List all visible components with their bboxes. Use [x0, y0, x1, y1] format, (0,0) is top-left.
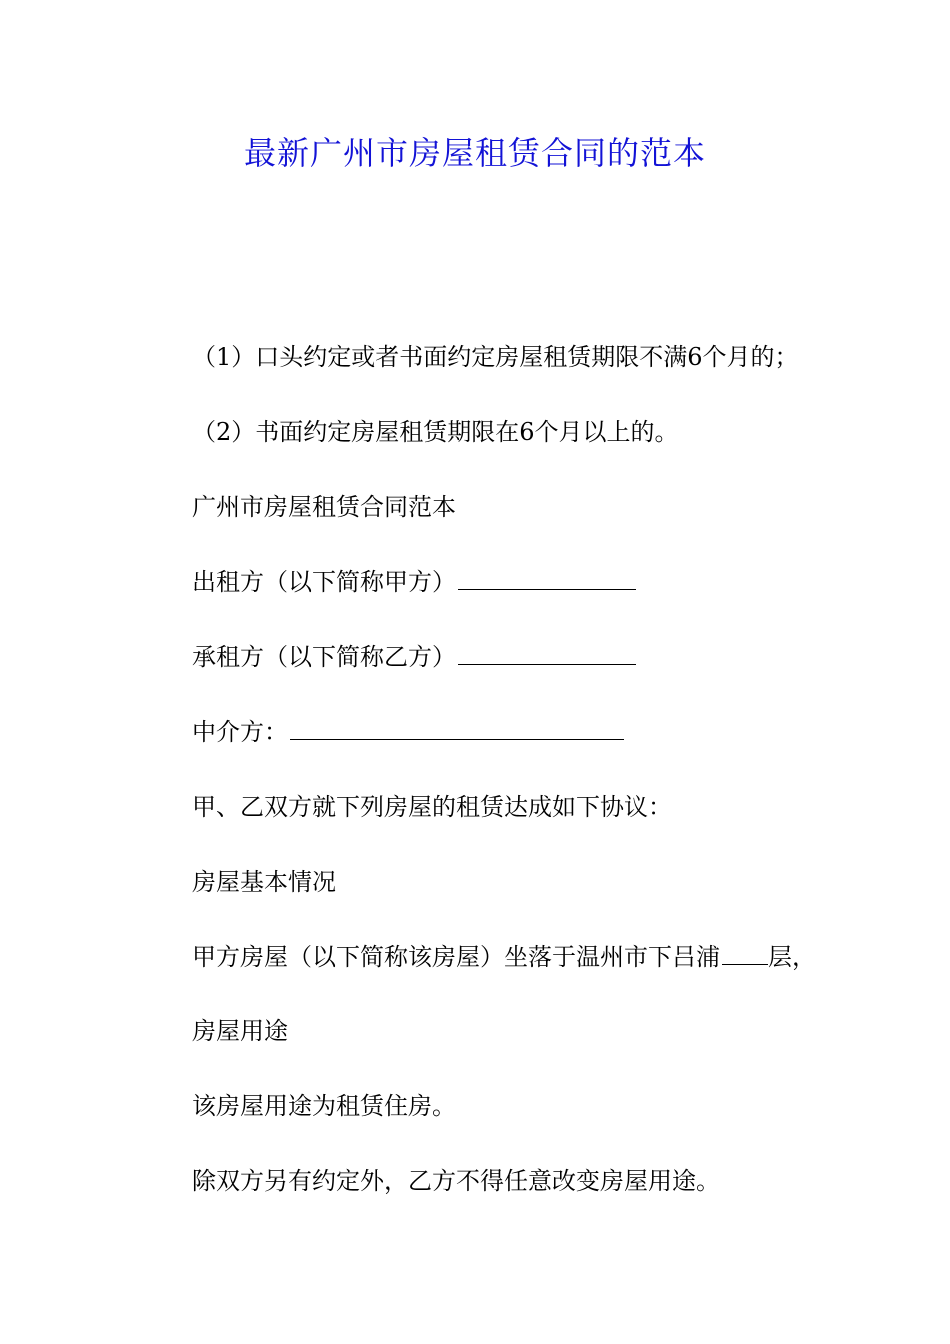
- paragraph-term-under-6-months: [192, 340, 832, 374]
- floor-blank-field[interactable]: [722, 942, 768, 965]
- lessee-line: [192, 640, 832, 674]
- paragraph-text: 房屋基本情况: [192, 868, 336, 896]
- section-heading-property-use: [192, 1014, 832, 1048]
- paragraph-text: （1）口头约定或者书面约定房屋租赁期限不满6个月的；: [192, 343, 799, 371]
- paragraph-text: 除双方另有约定外，乙方不得任意改变房屋用途。: [192, 1167, 720, 1195]
- agreement-intro: [192, 790, 832, 824]
- property-location-line: [192, 940, 832, 974]
- contract-template-heading: [192, 490, 832, 524]
- lessor-label: 出租方（以下简称甲方）: [192, 568, 456, 596]
- paragraph-text: 该房屋用途为租赁住房。: [192, 1092, 456, 1120]
- document-title: 最新广州市房屋租赁合同的范本: [243, 134, 706, 172]
- agent-label: 中介方：: [192, 718, 288, 746]
- lessor-line: [192, 565, 832, 599]
- paragraph-text: 房屋用途: [192, 1017, 288, 1045]
- section-heading-basic-info: [192, 865, 832, 899]
- paragraph-text: 甲、乙双方就下列房屋的租赁达成如下协议：: [192, 793, 672, 821]
- location-text-before: 甲方房屋（以下简称该房屋）坐落于温州市下吕浦: [192, 943, 720, 971]
- lessee-blank-field[interactable]: [458, 642, 636, 665]
- paragraph-term-over-6-months: [192, 415, 832, 449]
- agent-line: [192, 715, 832, 749]
- property-use-restriction: [192, 1164, 832, 1198]
- location-text-after: 层，: [768, 943, 816, 971]
- agent-blank-field[interactable]: [290, 717, 624, 740]
- lessor-blank-field[interactable]: [458, 567, 636, 590]
- paragraph-text: （2）书面约定房屋租赁期限在6个月以上的。: [192, 418, 679, 446]
- paragraph-text: 广州市房屋租赁合同范本: [192, 493, 456, 521]
- property-use-statement: [192, 1089, 832, 1123]
- lessee-label: 承租方（以下简称乙方）: [192, 643, 456, 671]
